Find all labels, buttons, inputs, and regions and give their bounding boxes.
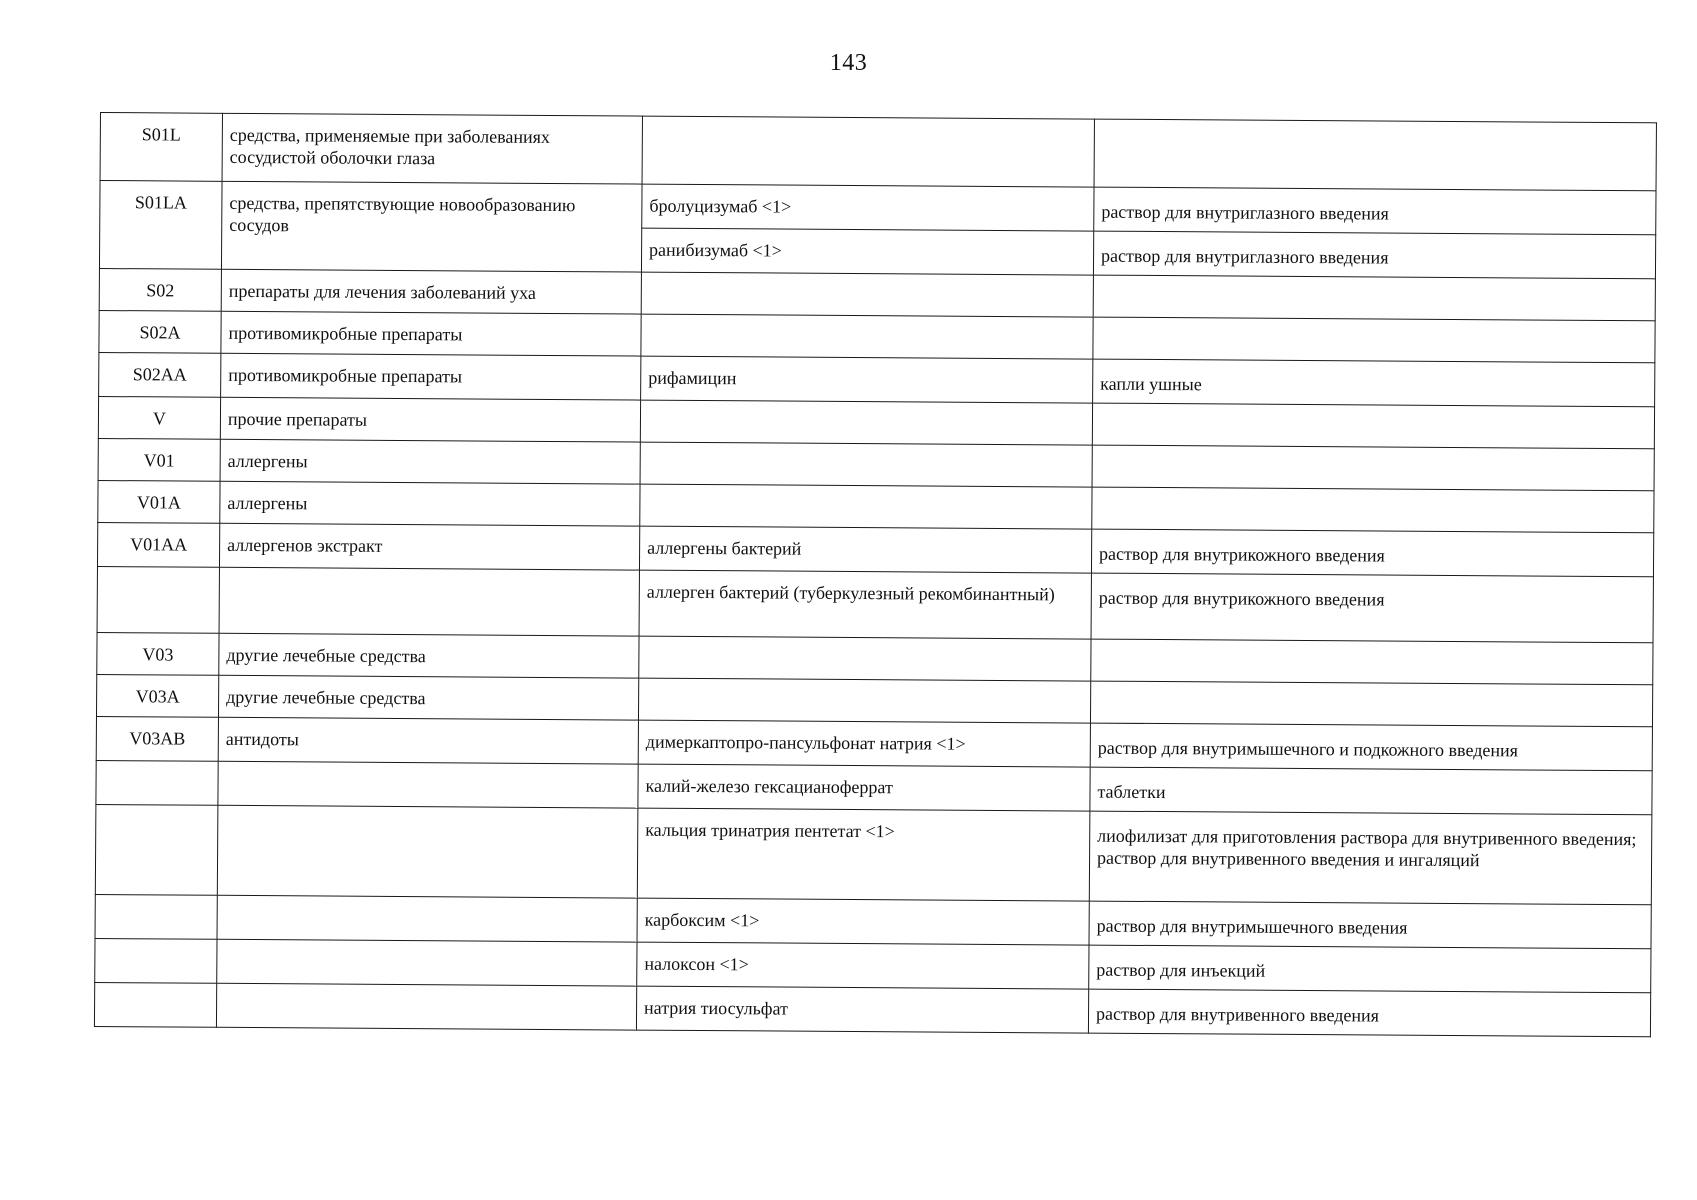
drug-name-cell (641, 314, 1093, 359)
atc-code-cell (95, 938, 217, 983)
atc-code-cell (99, 268, 221, 311)
drug-name: кальция тринатрия пентетат <1> (645, 819, 895, 842)
atc-name-cell (220, 481, 640, 526)
drug-name-cell (639, 570, 1091, 639)
atc-name-cell (218, 717, 638, 764)
atc-code: S02 (146, 280, 175, 301)
drug-name-cell (642, 184, 1094, 231)
atc-name: противомикробные препараты (228, 364, 463, 387)
atc-code-cell (99, 310, 221, 353)
atc-code: S02AA (132, 364, 187, 385)
atc-code-cell (96, 716, 218, 761)
drug-name: аллергены бактерий (647, 537, 802, 559)
table-row (100, 113, 1656, 191)
drug-name: карбоксим <1> (644, 909, 760, 931)
dosage-form-cell (1093, 317, 1655, 363)
drug-name: натрия тиосульфат (644, 997, 788, 1019)
atc-code: S02A (139, 322, 181, 343)
drug-name-cell (638, 764, 1090, 811)
dosage-form-cell (1094, 119, 1656, 191)
drug-name-cell (639, 526, 1091, 573)
dosage-form-cell (1092, 403, 1654, 449)
dosage-form: лиофилизат для приготовления раствора для внутривенного введения; раствор для внутривенного введения и ингаляций (1097, 825, 1637, 871)
atc-name: другие лечебные средства (226, 686, 426, 709)
dosage-form-cell (1092, 445, 1654, 491)
drug-name-cell (641, 272, 1093, 317)
atc-code-cell (99, 181, 222, 270)
atc-name-cell (218, 675, 638, 720)
dosage-form-cell (1091, 639, 1653, 685)
atc-name-cell (220, 397, 640, 442)
atc-name: антидоты (225, 728, 299, 750)
atc-code: V03 (142, 644, 174, 665)
drug-name-cell (641, 356, 1093, 403)
table-row (94, 982, 1650, 1036)
dosage-form-cell (1090, 681, 1652, 727)
atc-name: средства, применяемые при заболеваниях сосудистой оболочки глаза (229, 124, 551, 169)
atc-name-cell (220, 439, 640, 484)
atc-code-cell (98, 480, 220, 523)
page-number: 143 (829, 50, 868, 76)
drug-name-cell (639, 636, 1091, 681)
drug-name-cell (638, 720, 1090, 767)
atc-name-cell (221, 353, 641, 400)
atc-code-cell (98, 438, 220, 481)
atc-name-cell (221, 181, 642, 272)
dosage-form-cell (1089, 901, 1651, 949)
table-row (100, 181, 1656, 235)
drug-name-cell (636, 986, 1088, 1033)
atc-code: V03AB (129, 728, 186, 749)
atc-name-cell (222, 113, 642, 184)
dosage-form-cell (1093, 231, 1655, 279)
dosage-form-cell (1090, 767, 1652, 815)
dosage-form: раствор для внутрикожного введения (1099, 543, 1385, 566)
atc-code-cell (95, 894, 217, 939)
atc-code: V01A (136, 492, 181, 513)
atc-name: аллергенов экстракт (227, 534, 383, 556)
drug-name: рифамицин (648, 367, 737, 389)
atc-code-cell (94, 982, 216, 1027)
atc-code-cell (97, 522, 219, 567)
atc-name: препараты для лечения заболеваний уха (228, 280, 537, 303)
atc-name-cell (221, 269, 641, 314)
drug-name-cell (638, 678, 1090, 723)
drug-name-cell (641, 228, 1093, 275)
atc-name: аллергены (227, 492, 308, 514)
dosage-form-cell (1091, 573, 1653, 643)
table-row (95, 804, 1652, 904)
atc-code: V01 (143, 450, 175, 471)
drug-name: калий-железо гексацианоферрат (645, 775, 893, 798)
dosage-form: раствор для внутримышечного и подкожного введения (1097, 737, 1519, 761)
dosage-form-cell (1093, 359, 1655, 407)
drug-name: ранибизумаб <1> (649, 239, 782, 261)
drug-name: бролуцизумаб <1> (649, 195, 792, 217)
atc-code: V (152, 408, 167, 429)
atc-code-cell (97, 566, 219, 633)
drug-name-cell (637, 942, 1089, 989)
dosage-form-cell (1093, 275, 1655, 321)
atc-name: прочие препараты (227, 408, 368, 430)
dosage-form: раствор для внутриглазного введения (1101, 201, 1389, 224)
atc-code-cell (96, 674, 218, 717)
drug-name-cell (640, 442, 1092, 487)
atc-name-cell (216, 983, 636, 1030)
dosage-form: раствор для внутриглазного введения (1101, 245, 1389, 268)
dosage-form: раствор для внутрикожного введения (1098, 587, 1385, 610)
drug-table (94, 112, 1657, 1037)
atc-name-cell (217, 939, 637, 986)
dosage-form: капли ушные (1100, 373, 1202, 395)
atc-code-cell (97, 632, 219, 675)
dosage-form: раствор для инъекций (1096, 959, 1266, 981)
dosage-form-cell (1088, 989, 1650, 1037)
atc-name-cell (218, 761, 638, 808)
atc-name: средства, препятствующие новообразованию сосудов (229, 192, 576, 236)
atc-name-cell (219, 523, 639, 570)
dosage-form-cell (1090, 723, 1652, 771)
drug-name-cell (640, 484, 1092, 529)
atc-name-cell (221, 311, 641, 356)
drug-name-cell (640, 400, 1092, 445)
atc-code-cell (99, 352, 221, 397)
dosage-form-cell (1092, 487, 1654, 533)
drug-name-cell (637, 898, 1089, 945)
dosage-form: таблетки (1097, 781, 1166, 803)
atc-code: V01AA (130, 534, 188, 555)
atc-code-cell (96, 760, 218, 805)
atc-name: противомикробные препараты (228, 322, 463, 345)
dosage-form: раствор для внутривенного введения (1095, 1003, 1380, 1026)
table-row (97, 566, 1653, 642)
drug-name: налоксон <1> (644, 953, 749, 975)
dosage-form-cell (1094, 187, 1656, 235)
atc-name-cell (219, 633, 639, 678)
dosage-form-cell (1091, 529, 1653, 577)
atc-name: аллергены (227, 450, 308, 472)
atc-code: S01LA (134, 192, 187, 213)
atc-name-cell (217, 895, 637, 942)
atc-code-cell (100, 113, 222, 182)
atc-name: другие лечебные средства (226, 644, 426, 667)
atc-code: S01L (141, 124, 181, 145)
atc-code-cell (95, 804, 218, 895)
drug-name: димеркаптопро-пансульфонат натрия <1> (645, 731, 966, 754)
drug-name-cell (637, 808, 1090, 901)
dosage-form-cell (1089, 945, 1651, 993)
dosage-form: раствор для внутримышечного введения (1096, 915, 1408, 938)
drug-name: аллерген бактерий (туберкулезный рекомбинантный) (646, 581, 1055, 605)
drug-name-cell (642, 116, 1094, 187)
dosage-form-cell (1089, 811, 1652, 905)
atc-code-cell (98, 396, 220, 439)
atc-name-cell (217, 805, 638, 898)
atc-code: V03A (135, 686, 180, 707)
atc-name-cell (219, 567, 639, 636)
